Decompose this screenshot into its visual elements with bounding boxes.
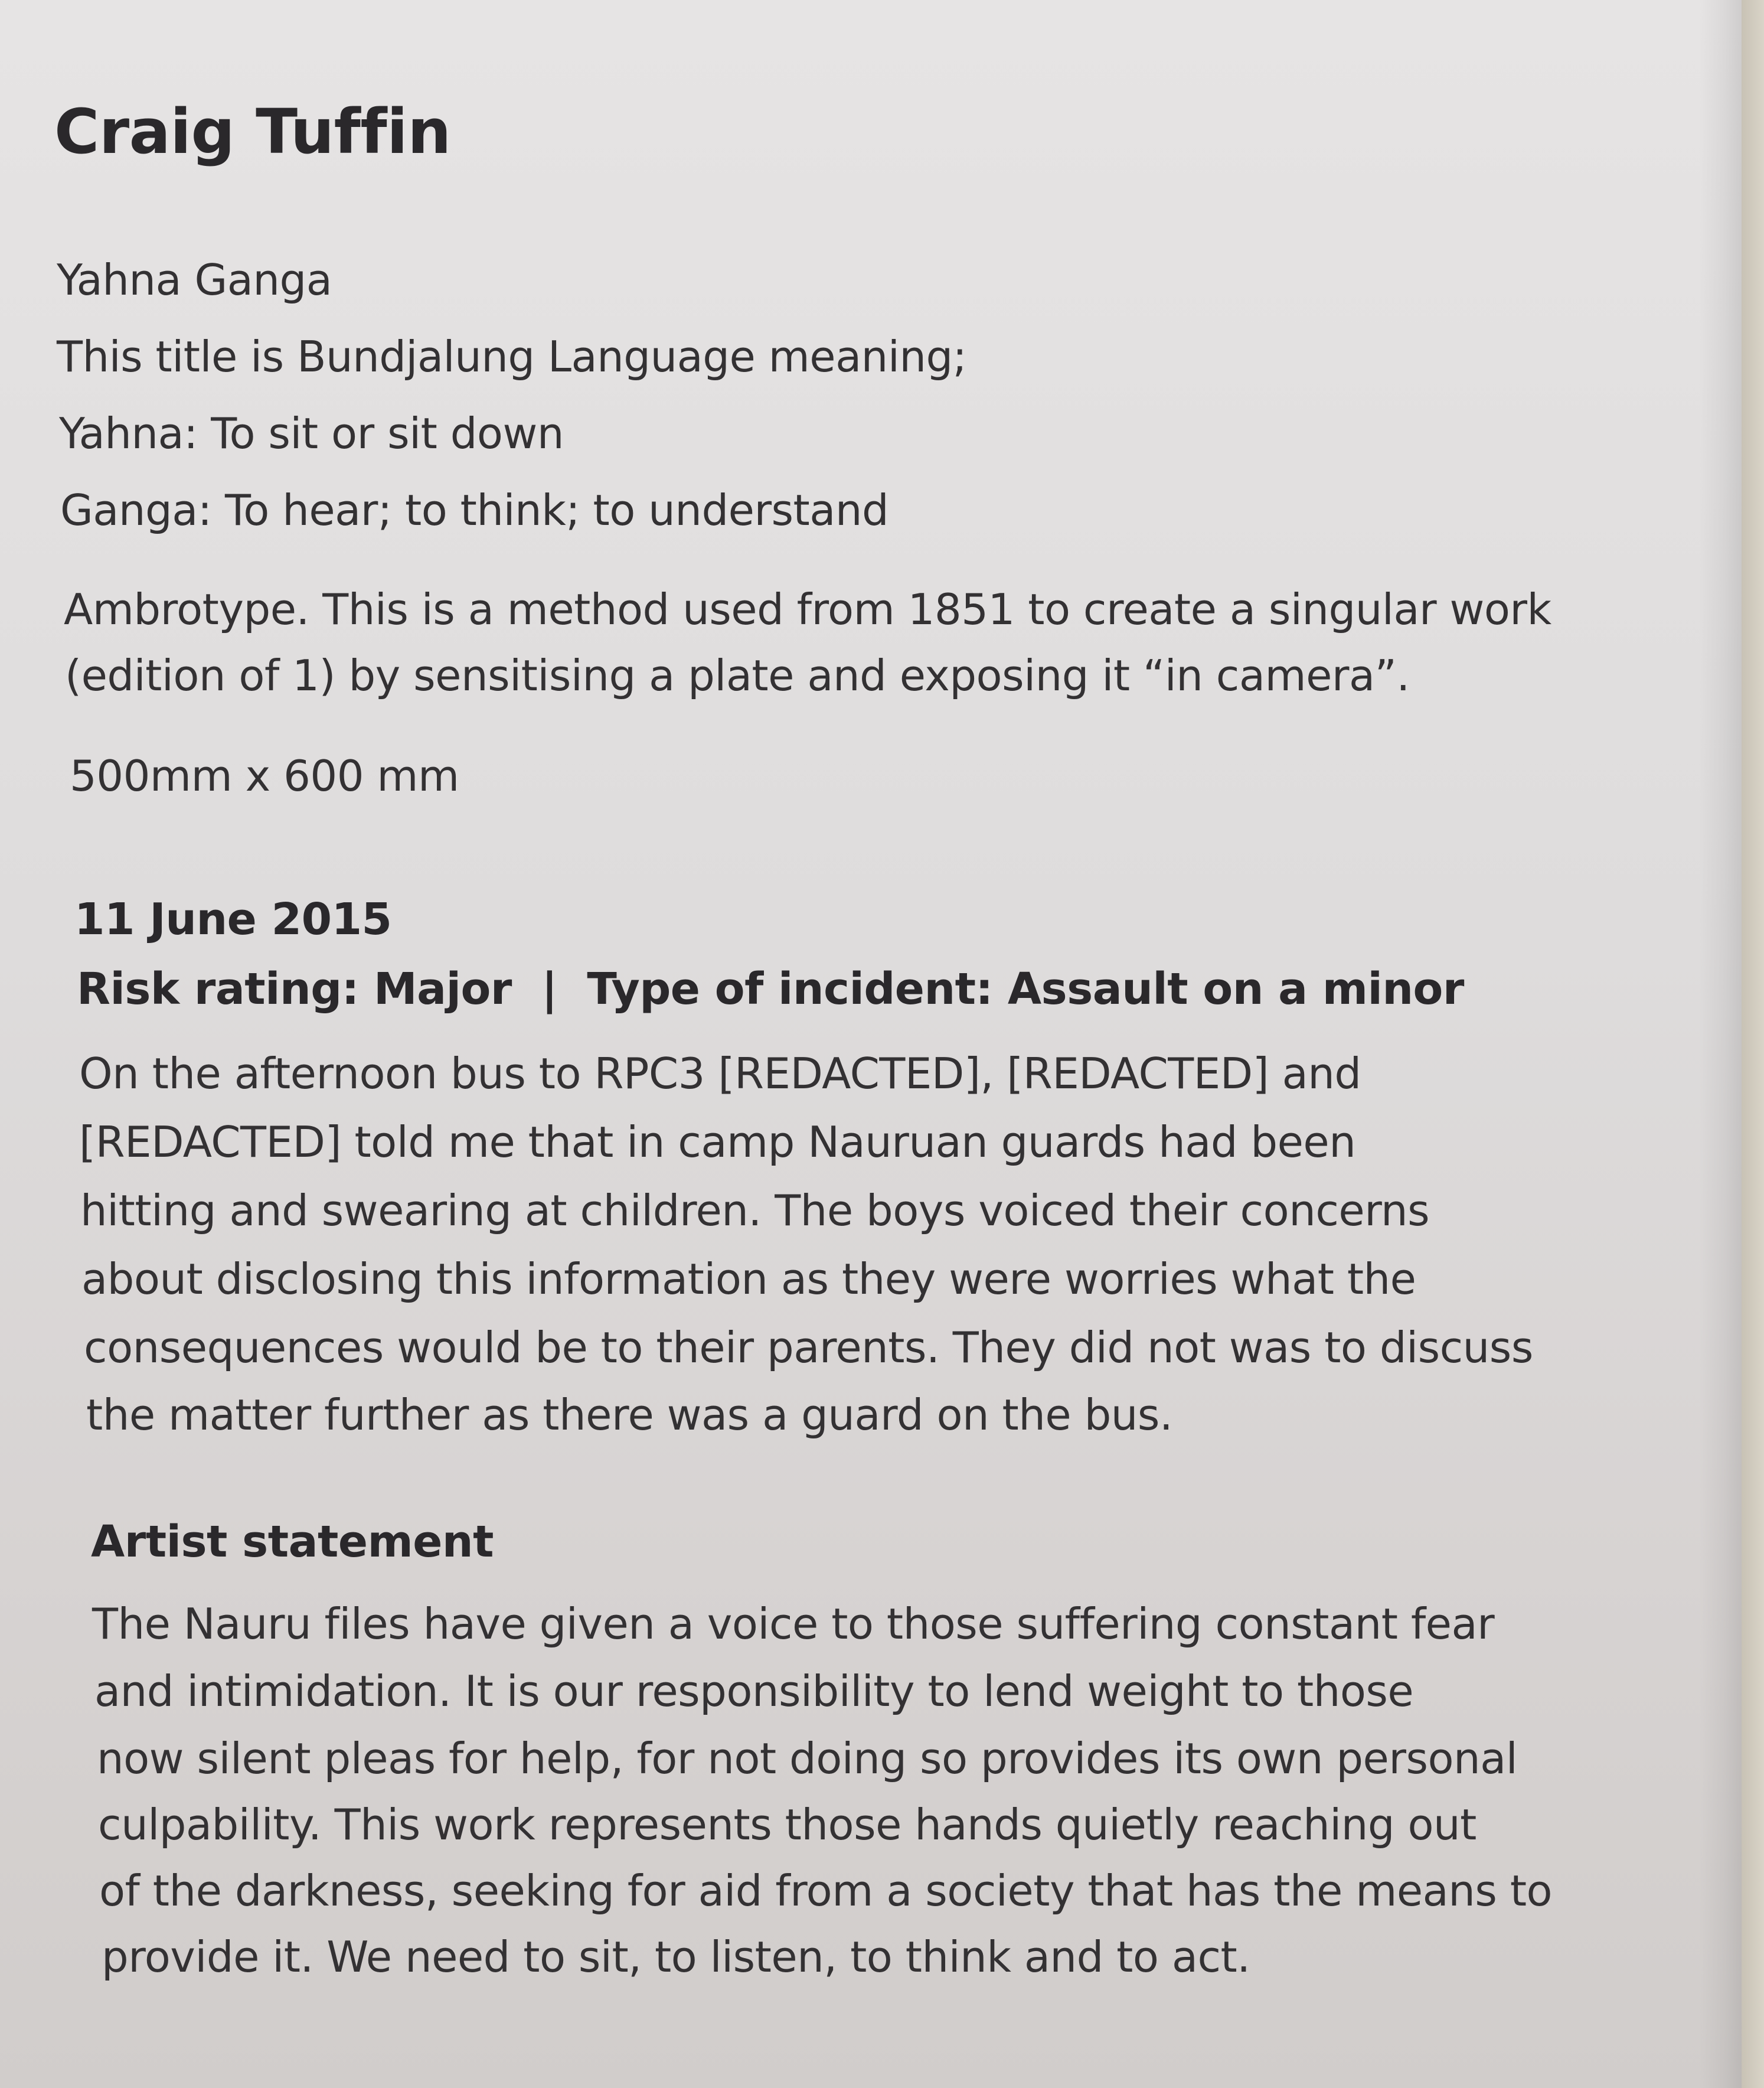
title-meaning-ganga: Ganga: To hear; to think; to understand [60,485,889,535]
artist-statement-heading: Artist statement [91,1516,494,1567]
incident-report-line: hitting and swearing at children. The boys voiced their concerns [80,1186,1430,1235]
artist-name: Craig Tuffin [54,96,451,168]
incident-report-line: the matter further as there was a guard on the bus. [86,1390,1173,1440]
title-language-note: This title is Bundjalung Language meaning; [57,332,967,381]
incident-report-line: consequences would be to their parents. They did not was to discuss [84,1323,1533,1372]
artwork-dimensions: 500mm x 600 mm [70,751,459,801]
incident-date: 11 June 2015 [74,894,392,945]
artist-statement-line: The Nauru files have given a voice to those suffering constant fear [92,1599,1495,1649]
incident-risk-rating: Risk rating: Major | Type of incident: Assault on a minor [77,964,1464,1014]
artist-statement-line: now silent pleas for help, for not doing so provides its own personal [97,1734,1518,1783]
incident-report-line: On the afternoon bus to RPC3 [REDACTED], [REDACTED] and [79,1049,1361,1098]
artist-statement-line: and intimidation. It is our responsibility to lend weight to those [94,1666,1414,1716]
artist-statement-line: provide it. We need to sit, to listen, to think and to act. [102,1932,1250,1982]
card-edge-shadow [1699,0,1742,2088]
wall-edge [1742,0,1764,2088]
title-meaning-yahna: Yahna: To sit or sit down [59,409,564,458]
incident-report-line: [REDACTED] told me that in camp Nauruan guards had been [79,1117,1356,1167]
artwork-title: Yahna Ganga [57,255,332,305]
incident-report-line: about disclosing this information as they were worries what the [81,1254,1416,1304]
medium-description-line: Ambrotype. This is a method used from 1851 to create a singular work [64,585,1551,634]
artist-statement-line: culpability. This work represents those hands quietly reaching out [98,1800,1476,1849]
artist-statement-line: of the darkness, seeking for aid from a society that has the means to [99,1866,1553,1916]
medium-description-line: (edition of 1) by sensitising a plate and exposing it “in camera”. [65,651,1410,700]
